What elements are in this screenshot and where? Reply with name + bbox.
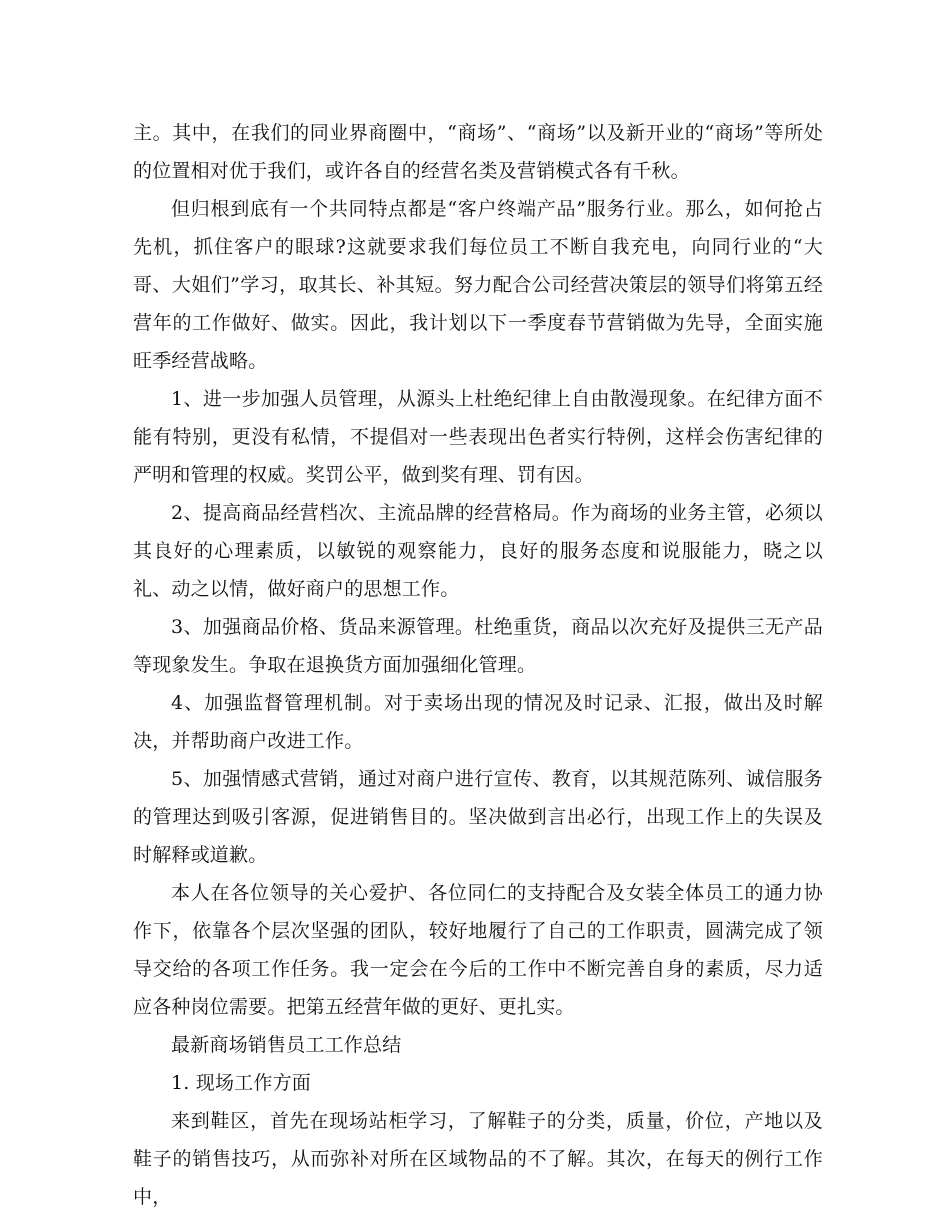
paragraph-3: 1、进一步加强人员管理，从源头上杜绝纪律上自由散漫现象。在纪律方面不能有特别，更没有私情，不提倡对一些表现出色者实行特例，这样会伤害纪律的严明和管理的权威。奖罚公平，做到奖有理、罚有因。: [133, 388, 823, 486]
document-body: [133, 114, 823, 1216]
paragraph-9: 来到鞋区，首先在现场站柜学习，了解鞋子的分类，质量，价位，产地以及鞋子的销售技巧，从而弥补对所在区域物品的不了解。其次，在每天的例行工作中，: [133, 1110, 823, 1208]
paragraph-4: 2、提高商品经营档次、主流品牌的经营格局。作为商场的业务主管，必须以其良好的心理素质，以敏锐的观察能力，良好的服务态度和说服能力，晓之以礼、动之以情，做好商户的思想工作。: [133, 502, 823, 600]
paragraph-2: 但归根到底有一个共同特点都是“客户终端产品”服务行业。那么，如何抢占先机，抓住客户的眼球?这就要求我们每位员工不断自我充电，向同行业的“大哥、大姐们”学习，取其长、补其短。努力配合公司经营决策层的领导们将第五经营年的工作做好、做实。因此，我计划以下一季度春节营销做为先导，全面实施旺季经营战略。: [133, 198, 823, 372]
paragraph-7: 5、加强情感式营销，通过对商户进行宣传、教育，以其规范陈列、诚信服务的管理达到吸引客源，促进销售目的。坚决做到言出必行，出现工作上的失误及时解释或道歉。: [133, 768, 823, 866]
paragraph-1: 主。其中，在我们的同业界商圈中，“商场”、“商场”以及新开业的“商场”等所处的位置相对优于我们，或许各自的经营名类及营销模式各有千秋。: [133, 122, 823, 182]
paragraph-5: 3、加强商品价格、货品来源管理。杜绝重货，商品以次充好及提供三无产品等现象发生。争取在退换货方面加强细化管理。: [133, 616, 823, 676]
paragraph-8: 本人在各位领导的关心爱护、各位同仁的支持配合及女装全体员工的通力协作下，依靠各个层次坚强的团队，较好地履行了自己的工作职责，圆满完成了领导交给的各项工作任务。我一定会在今后的工作中不断完善自身的素质，尽力适应各种岗位需要。把第五经营年做的更好、更扎实。: [133, 882, 823, 1018]
paragraph-6: 4、加强监督管理机制。对于卖场出现的情况及时记录、汇报，做出及时解决，并帮助商户改进工作。: [133, 692, 823, 752]
subsection-heading: 1. 现场工作方面: [171, 1072, 311, 1094]
section-title: 最新商场销售员工工作总结: [171, 1034, 402, 1056]
